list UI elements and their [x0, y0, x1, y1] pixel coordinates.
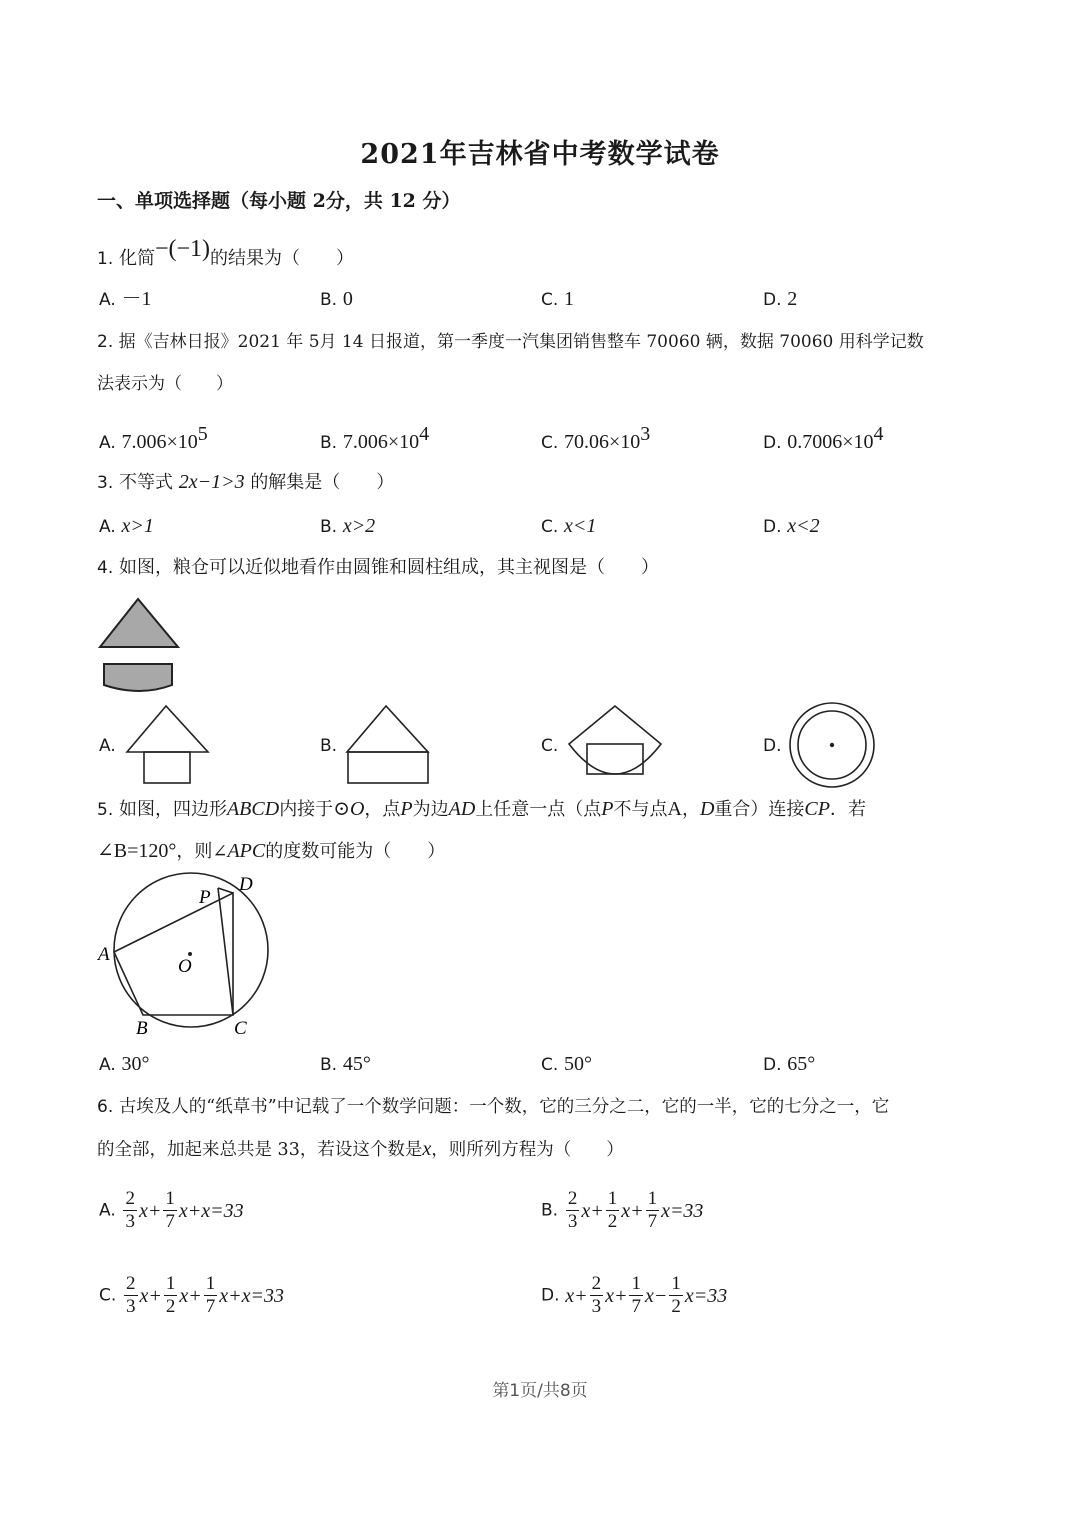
question-text: ．若 [829, 799, 866, 820]
equation-term: x+x=33 [219, 1284, 285, 1307]
question-6 [97, 1096, 889, 1118]
option-c-figure [565, 704, 665, 786]
option-value: x<2 [787, 515, 820, 537]
circle-quadrilateral-figure [96, 872, 286, 1042]
question-text: ， [681, 799, 700, 820]
option-b[interactable] [320, 288, 353, 311]
fraction [646, 1188, 660, 1233]
option-d-figure [788, 702, 878, 792]
fraction [204, 1273, 218, 1318]
exponent: 4 [419, 423, 430, 445]
page-title: 2021年吉林省中考数学试卷 [360, 139, 720, 170]
option-label: C. [99, 1285, 117, 1306]
fraction [629, 1273, 643, 1318]
option-label: B. [541, 1200, 559, 1221]
option-b[interactable] [320, 423, 429, 454]
numerator: 1 [607, 1188, 618, 1209]
exponent: 4 [873, 423, 884, 445]
math-term: AD [448, 798, 476, 820]
question-text: 内接于 [279, 799, 334, 820]
option-label: A. [99, 736, 116, 756]
label-a: A [98, 944, 110, 965]
question-number: 2. [97, 332, 114, 352]
cone-shape [100, 599, 178, 647]
option-value: 0.7006×10 [787, 431, 874, 453]
fraction [163, 1188, 177, 1233]
option-d[interactable] [763, 735, 782, 757]
math-term: ABCD [226, 798, 280, 820]
option-c[interactable] [541, 288, 574, 311]
question-text: 化简 [118, 248, 155, 269]
option-b-figure [344, 704, 434, 786]
option-label: B. [320, 1055, 338, 1075]
option-value: 7.006×10 [121, 431, 198, 453]
granary-figure [96, 597, 186, 697]
option-c[interactable] [541, 423, 650, 454]
question-text: 的度数可能为（ ） [265, 841, 446, 862]
cone-sector-shape [569, 706, 661, 774]
question-text: 古埃及人的“纸草书”中记载了一个数学问题：一个数，它的三分之二，它的一半，它的七分之一，它 [118, 1097, 890, 1117]
option-c[interactable] [99, 1273, 284, 1318]
option-value: x>1 [121, 515, 154, 537]
option-value: 30° [121, 1053, 150, 1075]
option-label: D. [763, 736, 782, 756]
equation-term: x+ [138, 1199, 162, 1222]
option-value: x<1 [564, 515, 597, 537]
equation-term: x+ [565, 1284, 588, 1307]
option-label: D. [763, 290, 782, 310]
option-label: B. [320, 517, 338, 537]
question-text: 如图，四边形 [118, 799, 227, 820]
option-label: C. [541, 433, 559, 453]
option-label: A. [99, 1055, 116, 1075]
question-1 [97, 236, 355, 270]
option-b[interactable] [320, 515, 375, 538]
question-3 [97, 471, 394, 494]
option-value: 70.06×10 [564, 431, 641, 453]
option-label: C. [541, 517, 559, 537]
triangle-shape [127, 706, 208, 752]
option-label: D. [541, 1285, 560, 1306]
option-value: 50° [564, 1053, 593, 1075]
option-label: B. [320, 433, 338, 453]
math-term: P [400, 798, 413, 820]
math-term: ⊙O [333, 798, 365, 820]
question-text: ，则∠ [176, 841, 228, 862]
equation-term: x+ [139, 1284, 162, 1307]
numerator: 1 [647, 1188, 658, 1209]
option-a[interactable] [99, 423, 208, 454]
math-term: CP [804, 798, 830, 820]
question-5 [97, 798, 866, 821]
option-d[interactable] [541, 1273, 727, 1318]
option-label: A. [99, 433, 116, 453]
question-2-line-2: 法表示为（ ） [97, 374, 233, 394]
equation-term: x− [644, 1284, 668, 1307]
option-label: A. [99, 1200, 116, 1221]
page-footer: 第1页/共8页 [492, 1381, 588, 1401]
numerator: 1 [165, 1188, 175, 1209]
numerator: 1 [671, 1273, 681, 1294]
equation-term: x+ [581, 1199, 604, 1222]
question-4 [97, 557, 659, 579]
question-text: 的解集是（ ） [250, 472, 395, 493]
equation-term: x+ [605, 1284, 628, 1307]
question-text: 不与点 [613, 799, 668, 820]
option-a-figure [124, 704, 214, 786]
label-d: D [239, 874, 253, 895]
question-text: 为边 [412, 799, 449, 820]
option-d[interactable] [763, 1053, 815, 1076]
fraction [606, 1188, 620, 1233]
denominator: 2 [607, 1211, 618, 1232]
question-text: 的全部，加起来总共是 33，若设这个数是 [97, 1140, 423, 1160]
option-c[interactable] [541, 735, 558, 757]
exponent: 3 [640, 423, 651, 445]
denominator: 7 [631, 1296, 641, 1317]
option-value: 0 [342, 288, 353, 310]
denominator: 7 [165, 1211, 175, 1232]
fraction [164, 1273, 178, 1318]
denominator: 3 [126, 1296, 136, 1317]
option-value: 1 [564, 288, 575, 310]
numerator: 2 [126, 1273, 136, 1294]
denominator: 3 [125, 1211, 135, 1232]
option-label: B. [320, 736, 338, 756]
question-6-line-2 [97, 1138, 624, 1161]
question-text: 不等式 [118, 472, 173, 493]
numerator: 1 [205, 1273, 216, 1294]
question-number: 4. [97, 558, 114, 578]
option-value: x>2 [342, 515, 376, 537]
fraction [566, 1188, 580, 1233]
rectangle-shape [348, 752, 428, 783]
fraction [590, 1273, 604, 1318]
rectangle-shape [144, 752, 190, 783]
question-text: ，点 [364, 799, 401, 820]
fraction [124, 1273, 138, 1318]
question-number: 5. [97, 800, 114, 820]
option-label: D. [763, 433, 782, 453]
math-term: x [422, 1138, 432, 1160]
math-term: D [699, 798, 715, 820]
question-text: 上任意一点（点 [475, 799, 602, 820]
question-text: 如图，粮仓可以近似地看作由圆锥和圆柱组成，其主视图是（ ） [118, 557, 659, 578]
section-heading: 一、单项选择题（每小题 2分，共 12 分） [97, 190, 461, 212]
math-term: APC [227, 840, 266, 862]
option-value: 2 [787, 288, 798, 310]
option-value: －1 [121, 288, 152, 310]
question-text: 重合）连接 [714, 799, 805, 820]
option-label: C. [541, 736, 559, 756]
option-a[interactable] [99, 515, 154, 538]
denominator: 2 [165, 1296, 176, 1317]
label-c: C [234, 1018, 247, 1039]
question-number: 6. [97, 1097, 114, 1117]
numerator: 2 [591, 1273, 602, 1294]
option-label: B. [320, 290, 338, 310]
triangle-shape [347, 706, 428, 752]
equation-term: x+ [179, 1284, 202, 1307]
math-expression: 2x−1>3 [178, 471, 245, 493]
option-label: A. [99, 290, 116, 310]
question-5-line-2 [97, 840, 445, 863]
denominator: 3 [591, 1296, 602, 1317]
option-a[interactable] [99, 288, 151, 311]
option-label: C. [541, 1055, 559, 1075]
fraction [123, 1188, 137, 1233]
math-expression: −(−1) [154, 236, 211, 262]
option-b[interactable] [541, 1188, 703, 1233]
option-a[interactable] [99, 1188, 244, 1233]
center-dot [830, 743, 834, 747]
option-label: D. [763, 517, 782, 537]
cylinder-shape [104, 664, 172, 691]
equation-term: x=33 [661, 1199, 704, 1222]
numerator: 1 [165, 1273, 176, 1294]
denominator: 3 [567, 1211, 578, 1232]
option-label: A. [99, 517, 116, 537]
label-b: B [136, 1018, 148, 1039]
option-d[interactable] [763, 515, 820, 538]
option-label: C. [541, 290, 559, 310]
math-term: ∠B=120° [97, 840, 177, 862]
denominator: 7 [647, 1211, 658, 1232]
segment-pd [218, 888, 233, 893]
question-2 [97, 331, 924, 353]
exponent: 5 [197, 423, 208, 445]
numerator: 2 [567, 1188, 578, 1209]
option-c[interactable] [541, 515, 596, 538]
question-text: 的结果为（ ） [210, 248, 355, 269]
option-a[interactable] [99, 1053, 149, 1076]
math-term: A [667, 798, 682, 820]
label-p: P [199, 887, 211, 908]
option-d[interactable] [763, 423, 884, 454]
option-a[interactable] [99, 735, 116, 757]
question-number: 3. [97, 473, 114, 493]
question-text: 据《吉林日报》2021 年 5月 14 日报道，第一季度一汽集团销售整车 70060 辆，数据 70060 用科学记数 [118, 332, 924, 352]
numerator: 1 [631, 1273, 641, 1294]
rectangle-shape [587, 744, 643, 774]
question-text: ，则所列方程为（ ） [431, 1140, 624, 1160]
equation-term: x+x=33 [178, 1199, 244, 1222]
option-b[interactable] [320, 735, 337, 757]
denominator: 7 [205, 1296, 216, 1317]
segment-cp [218, 888, 233, 1015]
option-d[interactable] [763, 288, 797, 311]
option-value: 45° [342, 1053, 371, 1075]
equation-term: x=33 [684, 1284, 728, 1307]
option-c[interactable] [541, 1053, 592, 1076]
label-o: O [178, 956, 192, 977]
denominator: 2 [671, 1296, 681, 1317]
fraction [669, 1273, 683, 1318]
numerator: 2 [125, 1188, 135, 1209]
option-b[interactable] [320, 1053, 371, 1076]
option-label: D. [763, 1055, 782, 1075]
option-value: 7.006×10 [342, 431, 420, 453]
math-term: P [601, 798, 614, 820]
option-value: 65° [787, 1053, 816, 1075]
equation-term: x+ [621, 1199, 644, 1222]
question-number: 1. [97, 249, 114, 269]
quadrilateral-abcd [114, 893, 233, 1015]
